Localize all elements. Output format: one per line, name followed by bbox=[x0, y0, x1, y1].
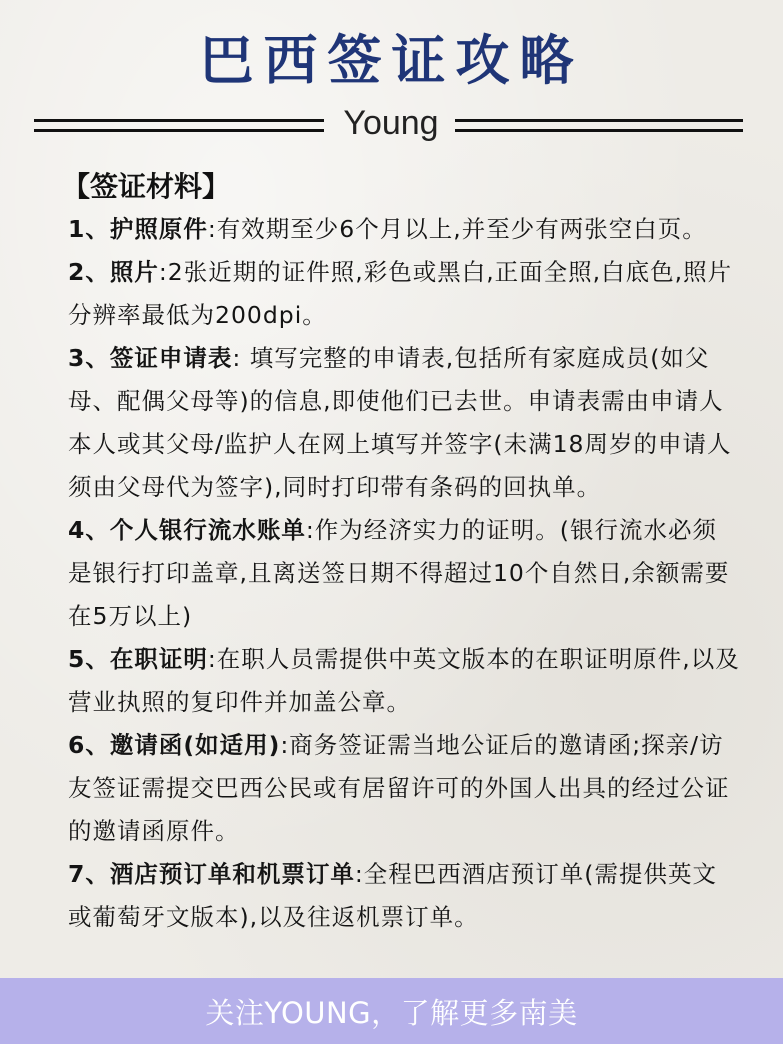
list-item bbox=[68, 208, 740, 251]
item-heading: 5、在职证明 bbox=[68, 645, 208, 673]
item-body: :全程巴西酒店预订单(需提供英文或葡萄牙文版本),以及往返机票订单。 bbox=[68, 860, 717, 931]
footer-banner bbox=[0, 978, 783, 1044]
item-heading: 3、签证申请表 bbox=[68, 344, 233, 372]
list-item bbox=[68, 251, 740, 337]
rule-line bbox=[34, 119, 324, 122]
materials-list bbox=[68, 208, 740, 939]
list-item bbox=[68, 337, 740, 509]
rule-line bbox=[34, 129, 324, 132]
rule-line bbox=[455, 129, 743, 132]
item-body: :作为经济实力的证明。(银行流水必须是银行打印盖章,且离送签日期不得超过10个自然日,余额需要在5万以上) bbox=[68, 516, 730, 630]
item-heading: 4、个人银行流水账单 bbox=[68, 516, 306, 544]
rule-line bbox=[455, 119, 743, 122]
item-body: :有效期至少6个月以上,并至少有两张空白页。 bbox=[207, 215, 707, 243]
item-heading: 2、照片 bbox=[68, 258, 159, 286]
item-heading: 1、护照原件 bbox=[68, 215, 208, 243]
list-item bbox=[68, 638, 740, 724]
item-body: : 填写完整的申请表,包括所有家庭成员(如父母、配偶父母等)的信息,即使他们已去世。申请表需由申请人本人或其父母/监护人在网上填写并签字(未满18周岁的申请人须由父母代为签字),同时打印带有条码的回执单。 bbox=[68, 344, 732, 501]
section-heading: 【签证材料】 bbox=[62, 170, 231, 203]
footer-text: 关注YOUNG，了解更多南美 bbox=[205, 995, 578, 1030]
page-title: 巴西签证攻略 bbox=[199, 29, 584, 92]
title-rule-right bbox=[455, 119, 743, 135]
list-item bbox=[68, 509, 740, 638]
list-item bbox=[68, 853, 740, 939]
item-body: :2张近期的证件照,彩色或黑白,正面全照,白底色,照片分辨率最低为200dpi。 bbox=[68, 258, 733, 329]
item-heading: 7、酒店预订单和机票订单 bbox=[68, 860, 355, 888]
item-body: :商务签证需当地公证后的邀请函;探亲/访友签证需提交巴西公民或有居留许可的外国人出具的经过公证的邀请函原件。 bbox=[68, 731, 730, 845]
item-heading: 6、邀请函(如适用) bbox=[68, 731, 281, 759]
title-rule-left bbox=[34, 119, 324, 135]
list-item bbox=[68, 724, 740, 853]
item-body: :在职人员需提供中英文版本的在职证明原件,以及营业执照的复印件并加盖公章。 bbox=[68, 645, 740, 716]
author-name: Young bbox=[343, 104, 439, 142]
